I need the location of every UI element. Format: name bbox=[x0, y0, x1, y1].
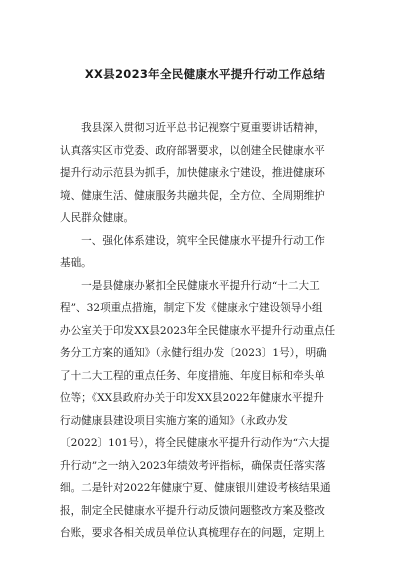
section-heading bbox=[60, 230, 356, 275]
text-line: 我县深入贯彻习近平总书记视察宁夏重要讲话精神， bbox=[60, 122, 325, 134]
paragraph-body bbox=[60, 275, 356, 545]
text-line: 位等；《XX县政府办关于印发XX县2022年健康水平提升 bbox=[60, 392, 324, 404]
text-line: 务分工方案的通知》（永健行组办发〔2023〕1号），明确 bbox=[60, 347, 327, 359]
text-line: 基础。 bbox=[60, 257, 92, 269]
text-line: 程”、32项重点措施，制定下发《健康永宁建设领导小组 bbox=[60, 302, 323, 314]
text-line: 行动健康县建设项目实施方案的通知》（永政办发 bbox=[60, 414, 288, 427]
text-line: 境、健康生活、健康服务共融共促，全方位、全周期维护 bbox=[60, 189, 325, 202]
text-line: 〔2022〕101号），将全民健康水平提升行动作为“六大提 bbox=[60, 437, 330, 449]
document-title: XX县2023年全民健康水平提升行动工作总结 bbox=[84, 67, 326, 81]
text-line: 提升行动示范县为抓手，加快健康永宁建设，推进健康环 bbox=[60, 167, 325, 179]
text-line: 了十二大工程的重点任务、年度措施、年度目标和牵头单 bbox=[60, 369, 325, 382]
text-line: 认真落实区市党委、政府部署要求，以创建全民健康水平 bbox=[60, 144, 325, 157]
paragraph-intro bbox=[60, 117, 356, 230]
text-line: 人民群众健康。 bbox=[60, 212, 135, 224]
text-line: 办公室关于印发XX县2023年全民健康水平提升行动重点任 bbox=[60, 324, 336, 337]
text-line: 细。二是针对2022年健康宁夏、健康银川建设考核结果通 bbox=[60, 482, 331, 494]
text-line: 升行动”之一纳入2023年绩效考评指标，确保责任落实落 bbox=[60, 459, 326, 472]
document-body bbox=[60, 117, 356, 545]
text-line: 一是县健康办紧扣全民健康水平提升行动“十二大工 bbox=[60, 279, 320, 292]
text-line: 一、强化体系建设，筑牢全民健康水平提升行动工作 bbox=[60, 234, 325, 247]
text-line: 台账，要求各相关成员单位认真梳理存在的问题，定期上 bbox=[60, 527, 325, 539]
text-line: 报，制定全民健康水平提升行动反馈问题整改方案及整改 bbox=[60, 504, 325, 517]
